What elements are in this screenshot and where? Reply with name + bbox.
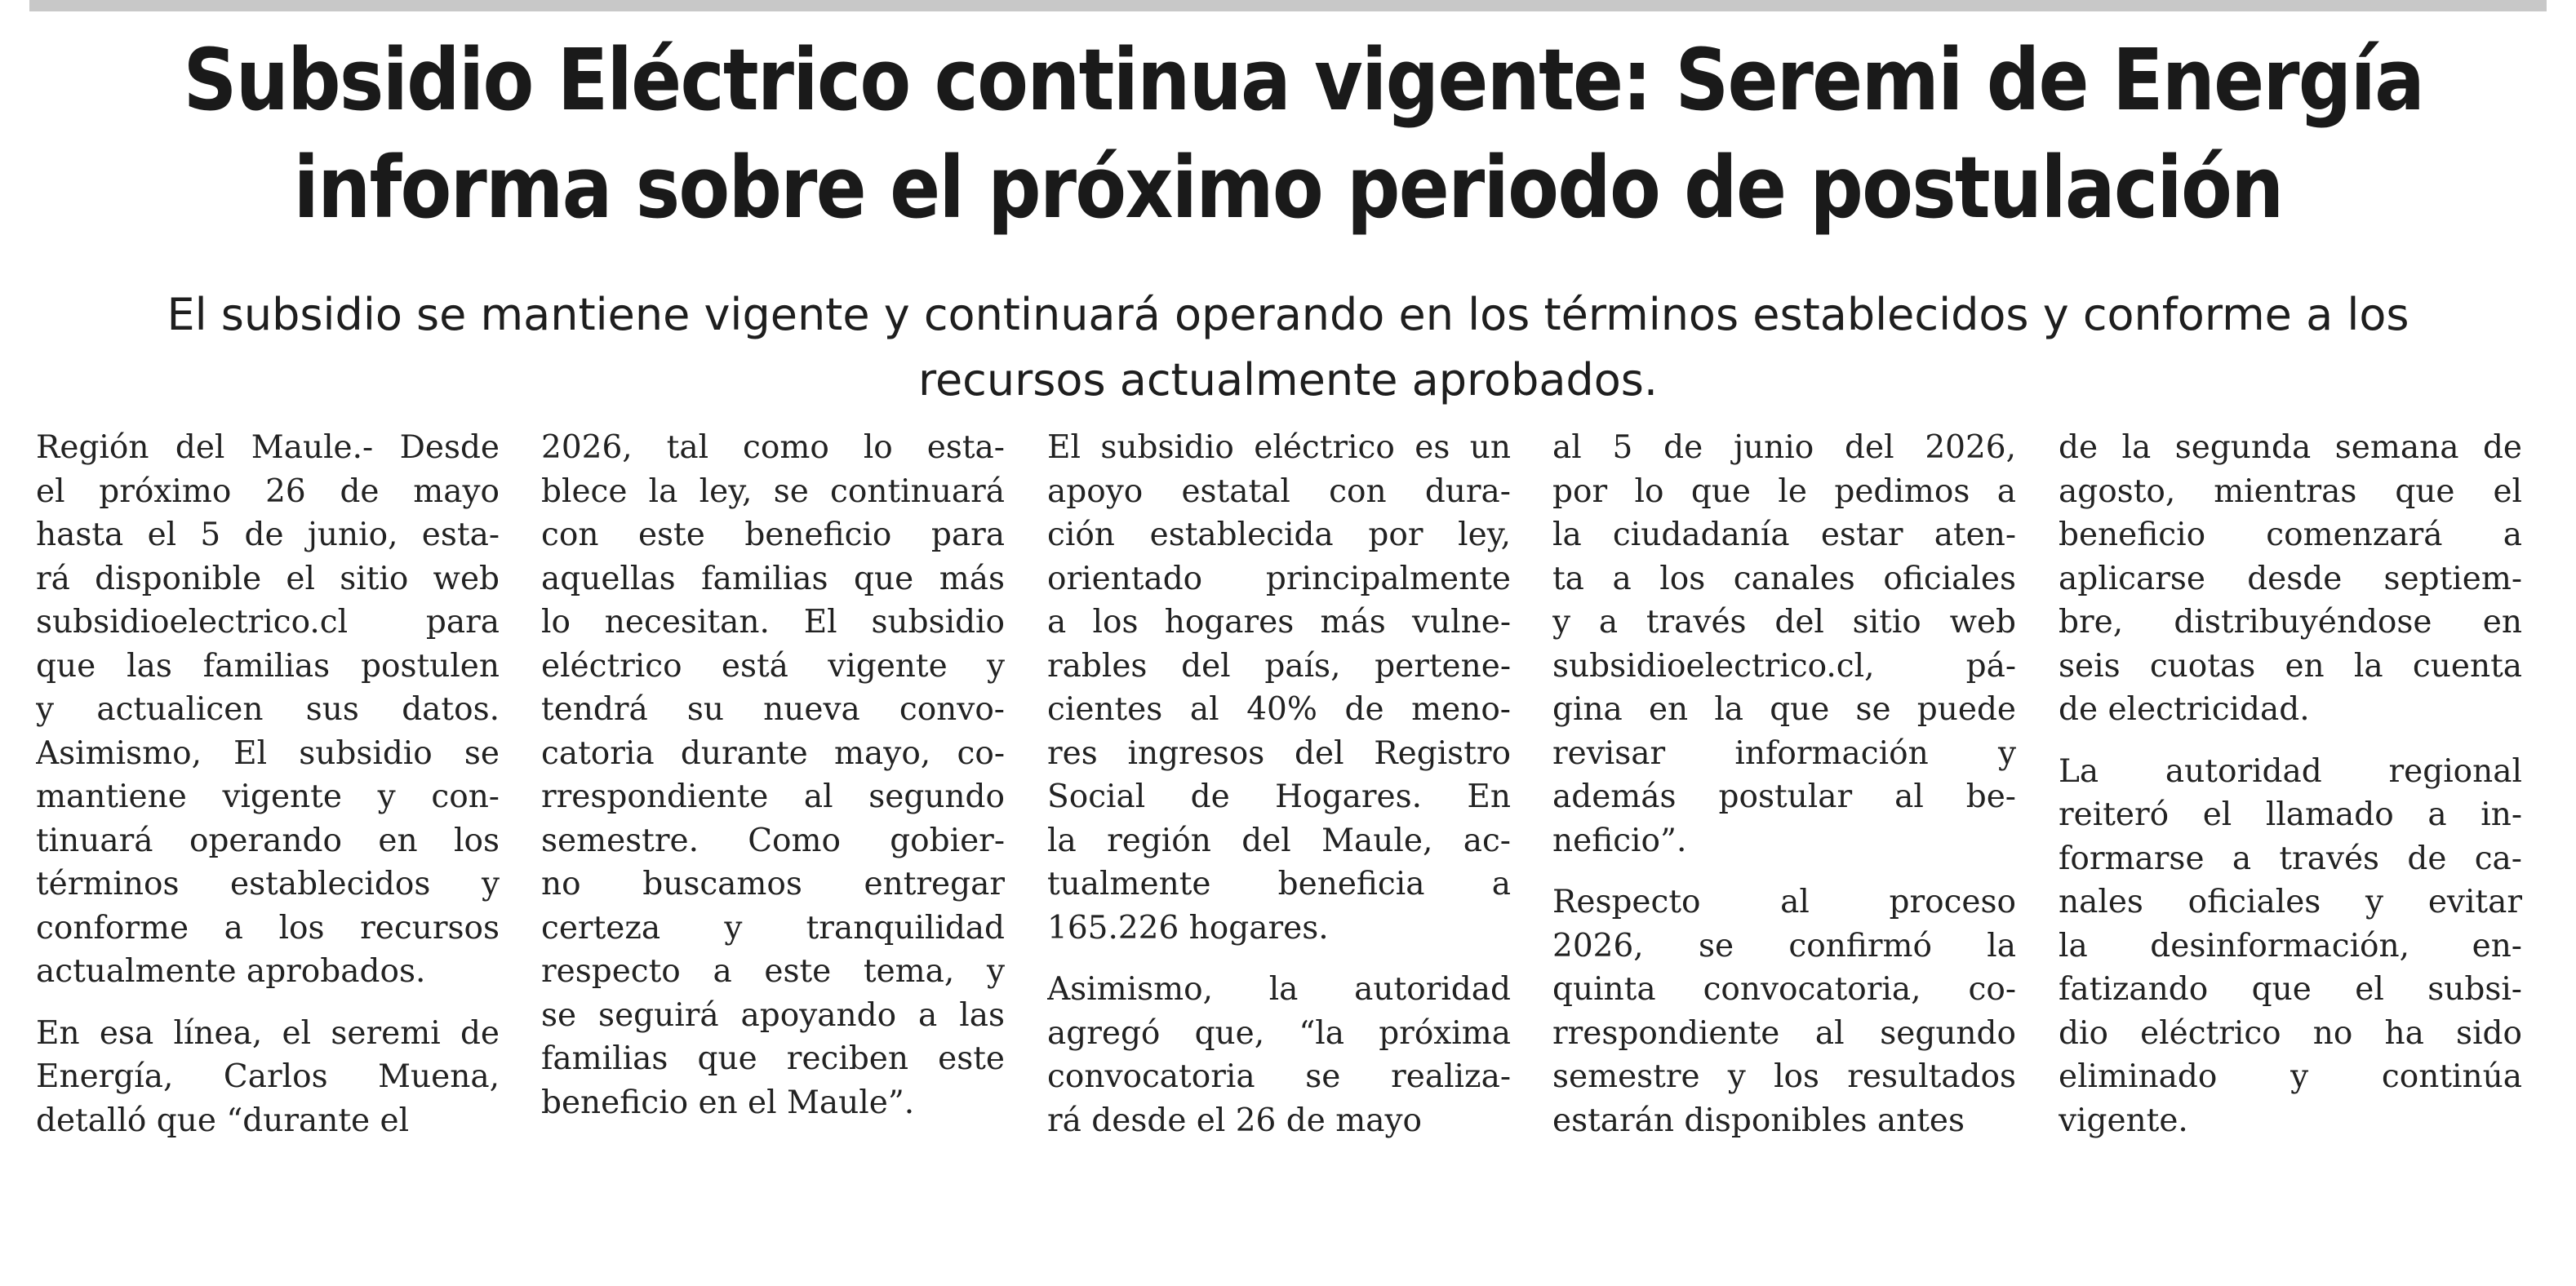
text-line: vigente.	[2059, 1102, 2188, 1139]
paragraph	[2059, 426, 2522, 732]
text-line: Energía, Carlos Muena,	[36, 1058, 500, 1095]
text-line: agosto, mientras que el	[2059, 472, 2522, 510]
text-line: 2026, tal como lo esta-	[541, 429, 1005, 466]
text-line: bre, distribuyéndose en	[2059, 604, 2522, 641]
text-line: convocatoria se realiza-	[1047, 1058, 1511, 1095]
text-line: hasta el 5 de junio, esta-	[36, 517, 500, 553]
text-line: agregó que, “la próxima	[1047, 1014, 1511, 1052]
text-column-3	[1047, 426, 1511, 1142]
paragraph	[1552, 426, 2016, 863]
text-line: tendrá su nueva convo-	[541, 691, 1005, 728]
paragraph	[2059, 750, 2522, 1143]
text-line: no buscamos entregar	[541, 866, 1005, 902]
text-line: dio eléctrico no ha sido	[2059, 1014, 2522, 1052]
subheadline	[33, 282, 2543, 413]
text-line: de electricidad.	[2059, 691, 2310, 728]
text-line: conforme a los recursos	[36, 909, 500, 947]
text-line: formarse a través de ca-	[2059, 840, 2522, 877]
text-line: apoyo estatal con dura-	[1047, 472, 1511, 510]
paragraph-gap	[1552, 863, 2016, 880]
text-line: respecto a este tema, y	[541, 953, 1005, 990]
text-line: tualmente beneficia a	[1047, 866, 1511, 902]
subheadline-line: El subsidio se mantiene vigente y continuará operando en los términos establecidos y conforme a los	[167, 289, 2409, 340]
paragraph-gap	[1047, 950, 1511, 968]
text-line: la región del Maule, ac-	[1047, 822, 1511, 859]
text-line: mantiene vigente y con-	[36, 778, 500, 815]
text-line: En esa línea, el seremi de	[36, 1014, 500, 1052]
text-line: reiteró el llamado a in-	[2059, 796, 2522, 833]
text-line: ción establecida por ley,	[1047, 517, 1511, 553]
text-line: el próximo 26 de mayo	[36, 472, 500, 510]
paragraph	[36, 426, 500, 994]
text-line: y a través del sitio web	[1552, 604, 2016, 641]
text-line: rrespondiente al segundo	[541, 778, 1005, 815]
text-column-2	[541, 426, 1005, 1124]
paragraph-gap	[2059, 732, 2522, 750]
text-line: detalló que “durante el	[36, 1102, 410, 1139]
text-line: blece la ley, se continuará	[541, 472, 1005, 510]
text-line: ta a los canales oficiales	[1552, 560, 2016, 597]
text-line: se seguirá apoyando a las	[541, 996, 1005, 1034]
text-line: de la segunda semana de	[2059, 429, 2522, 466]
text-line: actualmente aprobados.	[36, 953, 426, 990]
text-line: Respecto al proceso	[1552, 884, 2016, 920]
text-line: res ingresos del Registro	[1047, 734, 1511, 772]
paragraph-gap	[36, 994, 500, 1012]
text-line: rá disponible el sitio web	[36, 560, 500, 597]
text-line: términos establecidos y	[36, 866, 500, 902]
text-line: que las familias postulen	[36, 647, 500, 685]
paragraph	[1552, 880, 2016, 1142]
text-line: rables del país, pertene-	[1047, 647, 1511, 685]
text-line: neficio”.	[1552, 822, 1687, 859]
text-line: además postular al be-	[1552, 778, 2016, 815]
text-line: orientado principalmente	[1047, 560, 1511, 597]
text-line: certeza y tranquilidad	[541, 909, 1005, 947]
text-line: seis cuotas en la cuenta	[2059, 647, 2522, 685]
text-line: eléctrico está vigente y	[541, 647, 1005, 685]
subheadline-line: recursos actualmente aprobados.	[917, 354, 1659, 406]
text-line: semestre. Como gobier-	[541, 822, 1005, 859]
text-line: eliminado y continúa	[2059, 1058, 2522, 1095]
text-line: estarán disponibles antes	[1552, 1102, 1965, 1139]
text-line: aquellas familias que más	[541, 560, 1005, 597]
text-line: Asimismo, El subsidio se	[36, 734, 500, 772]
text-column-4	[1552, 426, 2016, 1142]
text-column-5	[2059, 426, 2522, 1142]
text-line: a los hogares más vulne-	[1047, 604, 1511, 641]
text-line: tinuará operando en los	[36, 822, 500, 859]
headline-line: Subsidio Eléctrico continua vigente: Seremi de Energía	[183, 30, 2424, 130]
paragraph	[541, 426, 1005, 1124]
text-column-1	[36, 426, 500, 1142]
paragraph	[36, 1012, 500, 1143]
text-line: aplicarse desde septiem-	[2059, 560, 2522, 597]
text-line: quinta convocatoria, co-	[1552, 971, 2016, 1008]
text-line: lo necesitan. El subsidio	[541, 604, 1005, 641]
top-rule	[29, 0, 2547, 11]
text-line: nales oficiales y evitar	[2059, 884, 2522, 920]
text-line: catoria durante mayo, co-	[541, 734, 1005, 772]
text-line: por lo que le pedimos a	[1552, 472, 2016, 510]
text-line: beneficio en el Maule”.	[541, 1084, 915, 1121]
text-line: semestre y los resultados	[1552, 1058, 2016, 1095]
text-line: la desinformación, en-	[2059, 927, 2522, 964]
headline-line: informa sobre el próximo periodo de postulación	[293, 138, 2283, 237]
text-line: subsidioelectrico.cl para	[36, 604, 500, 641]
text-line: revisar información y	[1552, 734, 2016, 772]
headline	[183, 26, 2424, 242]
text-line: La autoridad regional	[2059, 752, 2522, 790]
paragraph	[1047, 968, 1511, 1142]
text-line: El subsidio eléctrico es un	[1047, 429, 1511, 466]
text-line: cientes al 40% de meno-	[1047, 691, 1511, 728]
text-line: 165.226 hogares.	[1047, 909, 1329, 947]
text-line: Asimismo, la autoridad	[1047, 971, 1511, 1008]
text-line: Social de Hogares. En	[1047, 778, 1511, 815]
text-line: con este beneficio para	[541, 517, 1005, 553]
text-line: beneficio comenzará a	[2059, 517, 2522, 553]
article-body	[36, 426, 2540, 1275]
text-line: rrespondiente al segundo	[1552, 1014, 2016, 1052]
paragraph	[1047, 426, 1511, 950]
text-line: subsidioelectrico.cl, pá-	[1552, 647, 2016, 685]
text-line: Región del Maule.- Desde	[36, 429, 500, 466]
text-line: la ciudadanía estar aten-	[1552, 517, 2016, 553]
text-line: fatizando que el subsi-	[2059, 971, 2522, 1008]
text-line: 2026, se confirmó la	[1552, 927, 2016, 964]
text-line: familias que reciben este	[541, 1040, 1005, 1077]
text-line: al 5 de junio del 2026,	[1552, 429, 2016, 466]
text-line: gina en la que se puede	[1552, 691, 2016, 728]
text-line: y actualicen sus datos.	[36, 691, 500, 728]
text-line: rá desde el 26 de mayo	[1047, 1102, 1422, 1139]
